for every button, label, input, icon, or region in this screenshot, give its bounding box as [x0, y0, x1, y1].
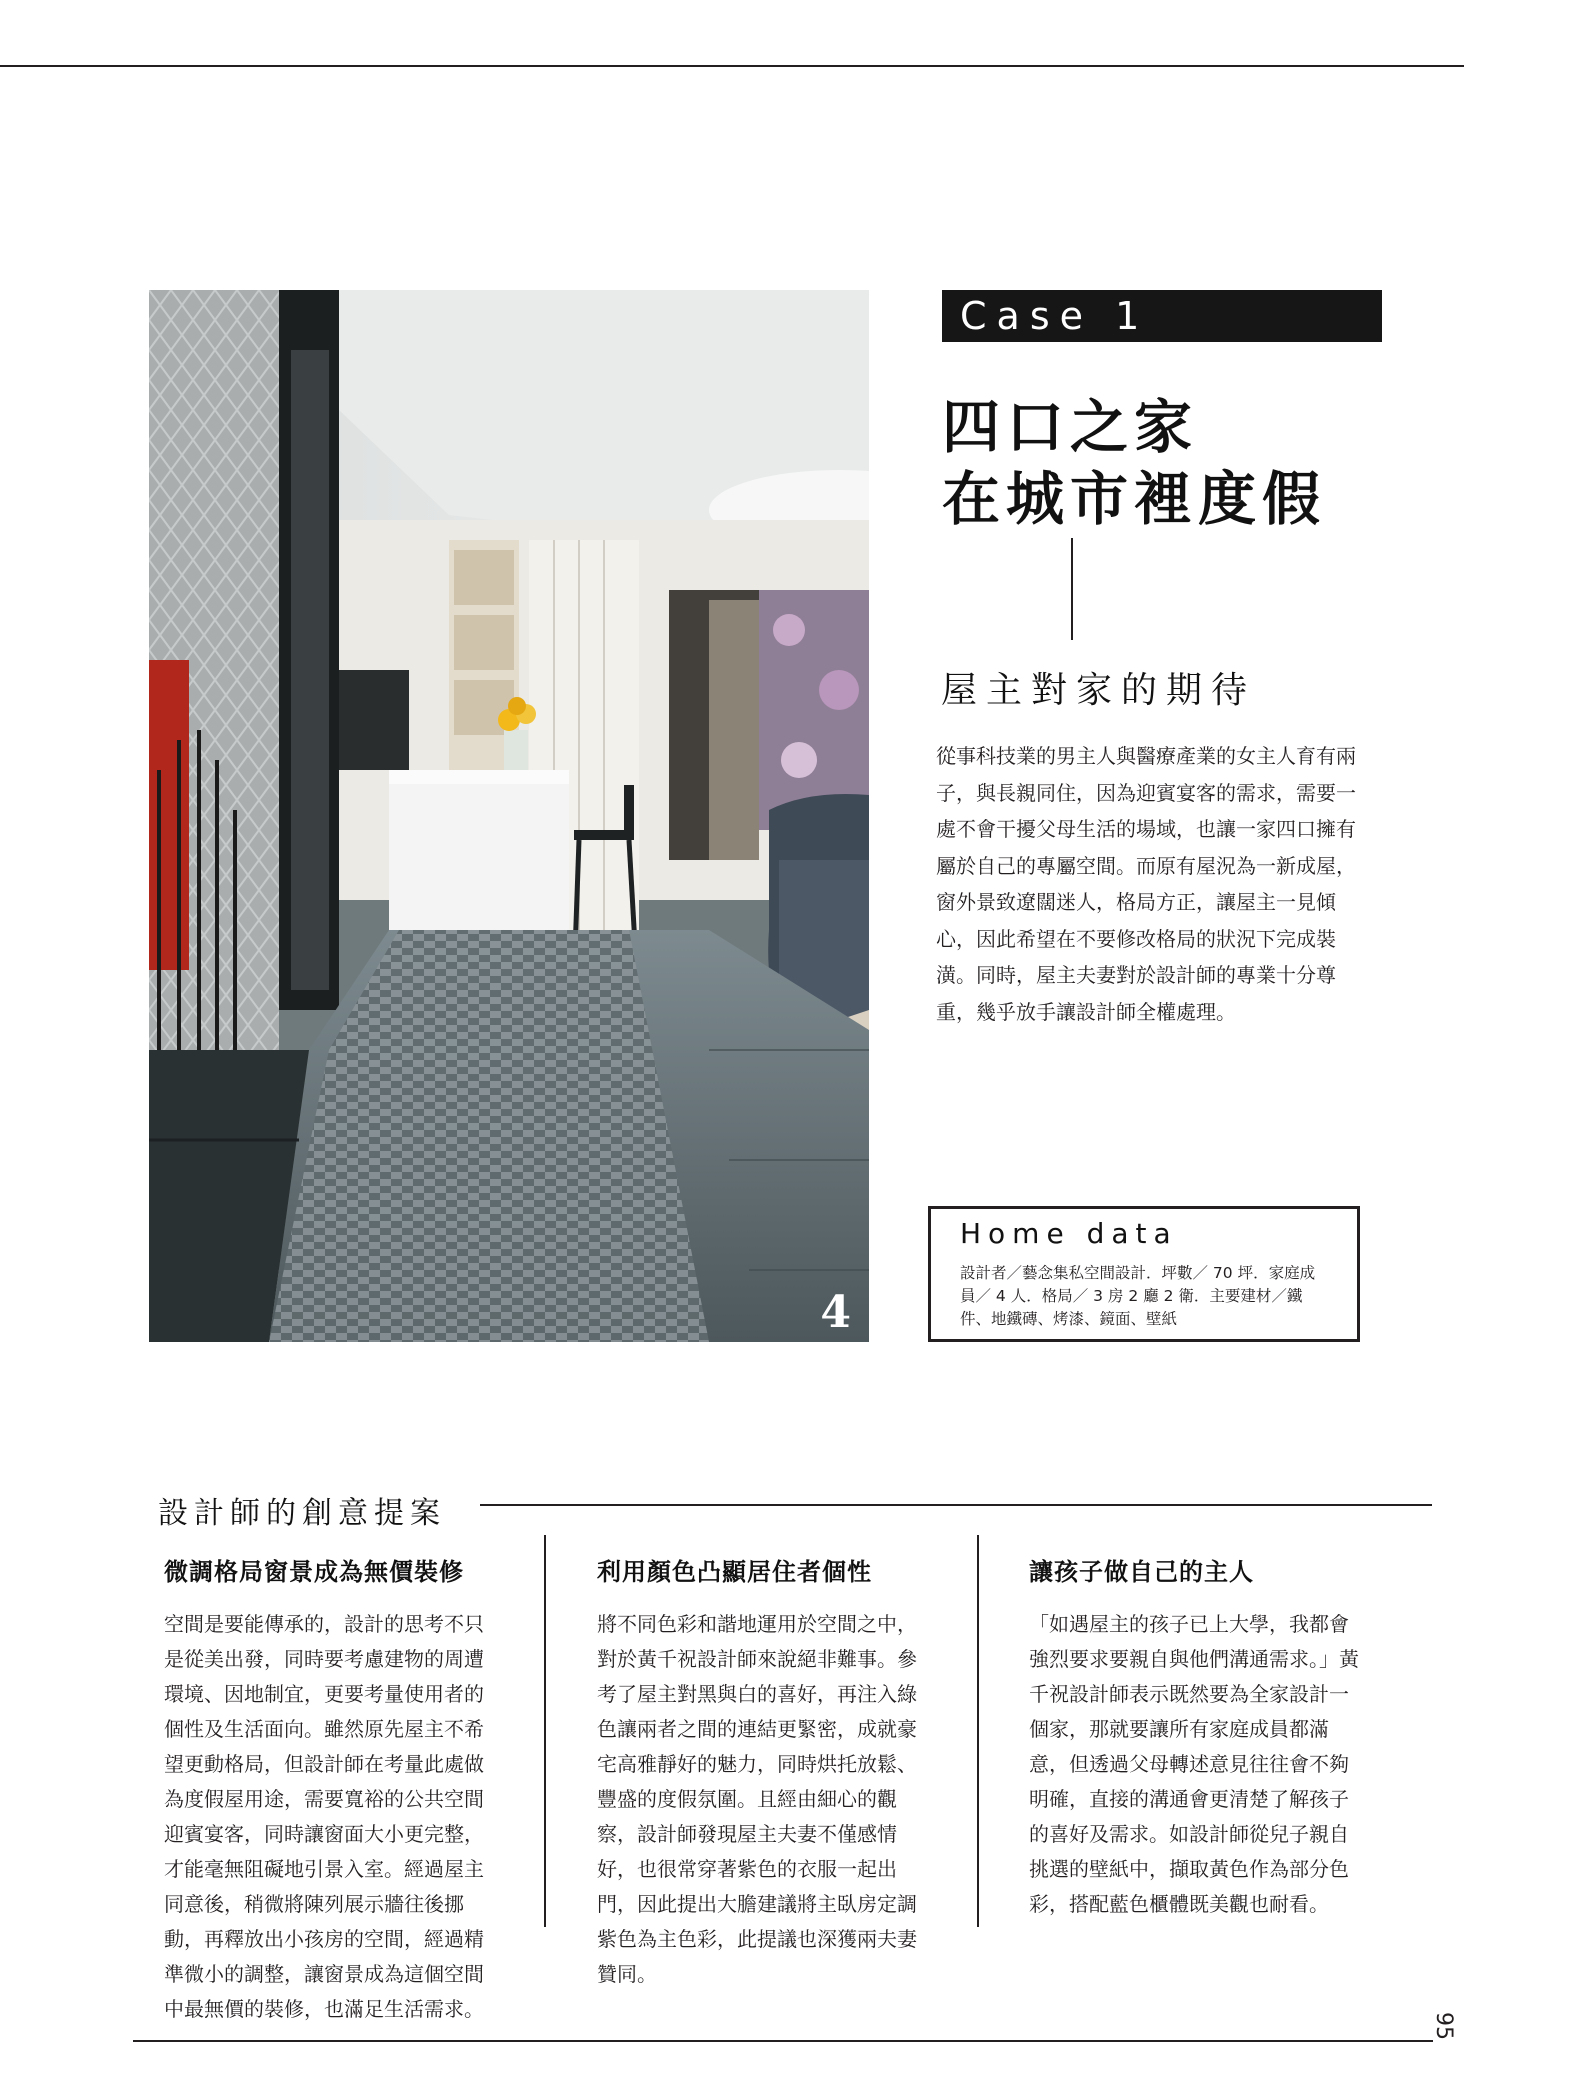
proposal-column — [1029, 1552, 1363, 1922]
proposal-heading: 利用顏色凸顯居住者個性 — [597, 1558, 872, 1586]
proposals-title: 設計師的創意提案 — [158, 1496, 446, 1531]
top-rule — [0, 65, 1464, 67]
column-divider — [977, 1535, 979, 1927]
proposal-body: 空間是要能傳承的，設計的思考不只是從美出發，同時要考慮建物的周遭環境、因地制宜，更要考量使用者的個性及生活面向。雖然原先屋主不希望更動格局，但設計師在考量此處做為度假屋用途，需要寬裕的公共空間迎賓宴客，同時讓窗面大小更完整，才能毫無阻礙地引景入室。經過屋主同意後，稍微將陳列展示牆往後挪動，再釋放出小孩房的空間，經過精準微小的調整，讓窗景成為這個空間中最無價的裝修，也滿足生活需求。 — [164, 1612, 484, 2021]
proposal-heading: 讓孩子做自己的主人 — [1029, 1558, 1254, 1586]
proposal-body: 將不同色彩和諧地運用於空間之中，對於黃千祝設計師來說絕非難事。參考了屋主對黑與白的喜好，再注入綠色讓兩者之間的連結更緊密，成就豪宅高雅靜好的魅力，同時烘托放鬆、豐盛的度假氛圍。且經由細心的觀察，設計師發現屋主夫妻不僅感情好，也很常穿著紫色的衣服一起出門，因此提出大膽建議將主臥房定調紫色為主色彩，此提議也深獲兩夫妻贊同。 — [597, 1612, 917, 1986]
proposal-heading: 微調格局窗景成為無價裝修 — [164, 1558, 464, 1586]
expectation-paragraph: 從事科技業的男主人與醫療產業的女主人育有兩子，與長親同住，因為迎賓宴客的需求，需要一處不會干擾父母生活的場域，也讓一家四口擁有屬於自己的專屬空間。而原有屋況為一新成屋，窗外景致遼闊迷人，格局方正，讓屋主一見傾心，因此希望在不要修改格局的狀況下完成裝潢。同時，屋主夫妻對於設計師的專業十分尊重，幾乎放手讓設計師全權處理。 — [936, 744, 1356, 1024]
case-title-line-2: 在城市裡度假 — [942, 465, 1327, 533]
column-divider — [544, 1535, 546, 1927]
proposal-body: 「如遇屋主的孩子已上大學，我都會強烈要求要親自與他們溝通需求。」黃千祝設計師表示既然要為全家設計一個家，那就要讓所有家庭成員都滿意，但透過父母轉述意見往往會不夠明確，直接的溝通會更清楚了解孩子的喜好及需求。如設計師從兒子親自挑選的壁紙中，擷取黃色作為部分色彩，搭配藍色櫃體既美觀也耐看。 — [1029, 1612, 1359, 1916]
case-label: Case 1 — [942, 290, 1382, 342]
home-data-title: Home data — [960, 1217, 1178, 1250]
proposal-column — [597, 1552, 931, 1992]
home-data-box — [928, 1206, 1360, 1342]
photo-number: 4 — [820, 1287, 851, 1338]
interior-photo — [149, 290, 869, 1342]
title-divider — [1071, 538, 1073, 640]
page-number: 95 — [1431, 2012, 1456, 2040]
bottom-rule — [133, 2040, 1433, 2042]
proposal-column — [164, 1552, 498, 2027]
case-title-line-1: 四口之家 — [942, 393, 1199, 461]
home-data-body: 設計者／藝念集私空間設計．坪數／ 70 坪．家庭成員／ 4 人．格局／ 3 房 2 廳 2 衛．主要建材／鐵件、地鐵磚、烤漆、鏡面、壁紙 — [960, 1264, 1316, 1328]
proposals-title-rule — [480, 1504, 1432, 1506]
expectation-heading: 屋主對家的期待 — [941, 670, 1257, 711]
